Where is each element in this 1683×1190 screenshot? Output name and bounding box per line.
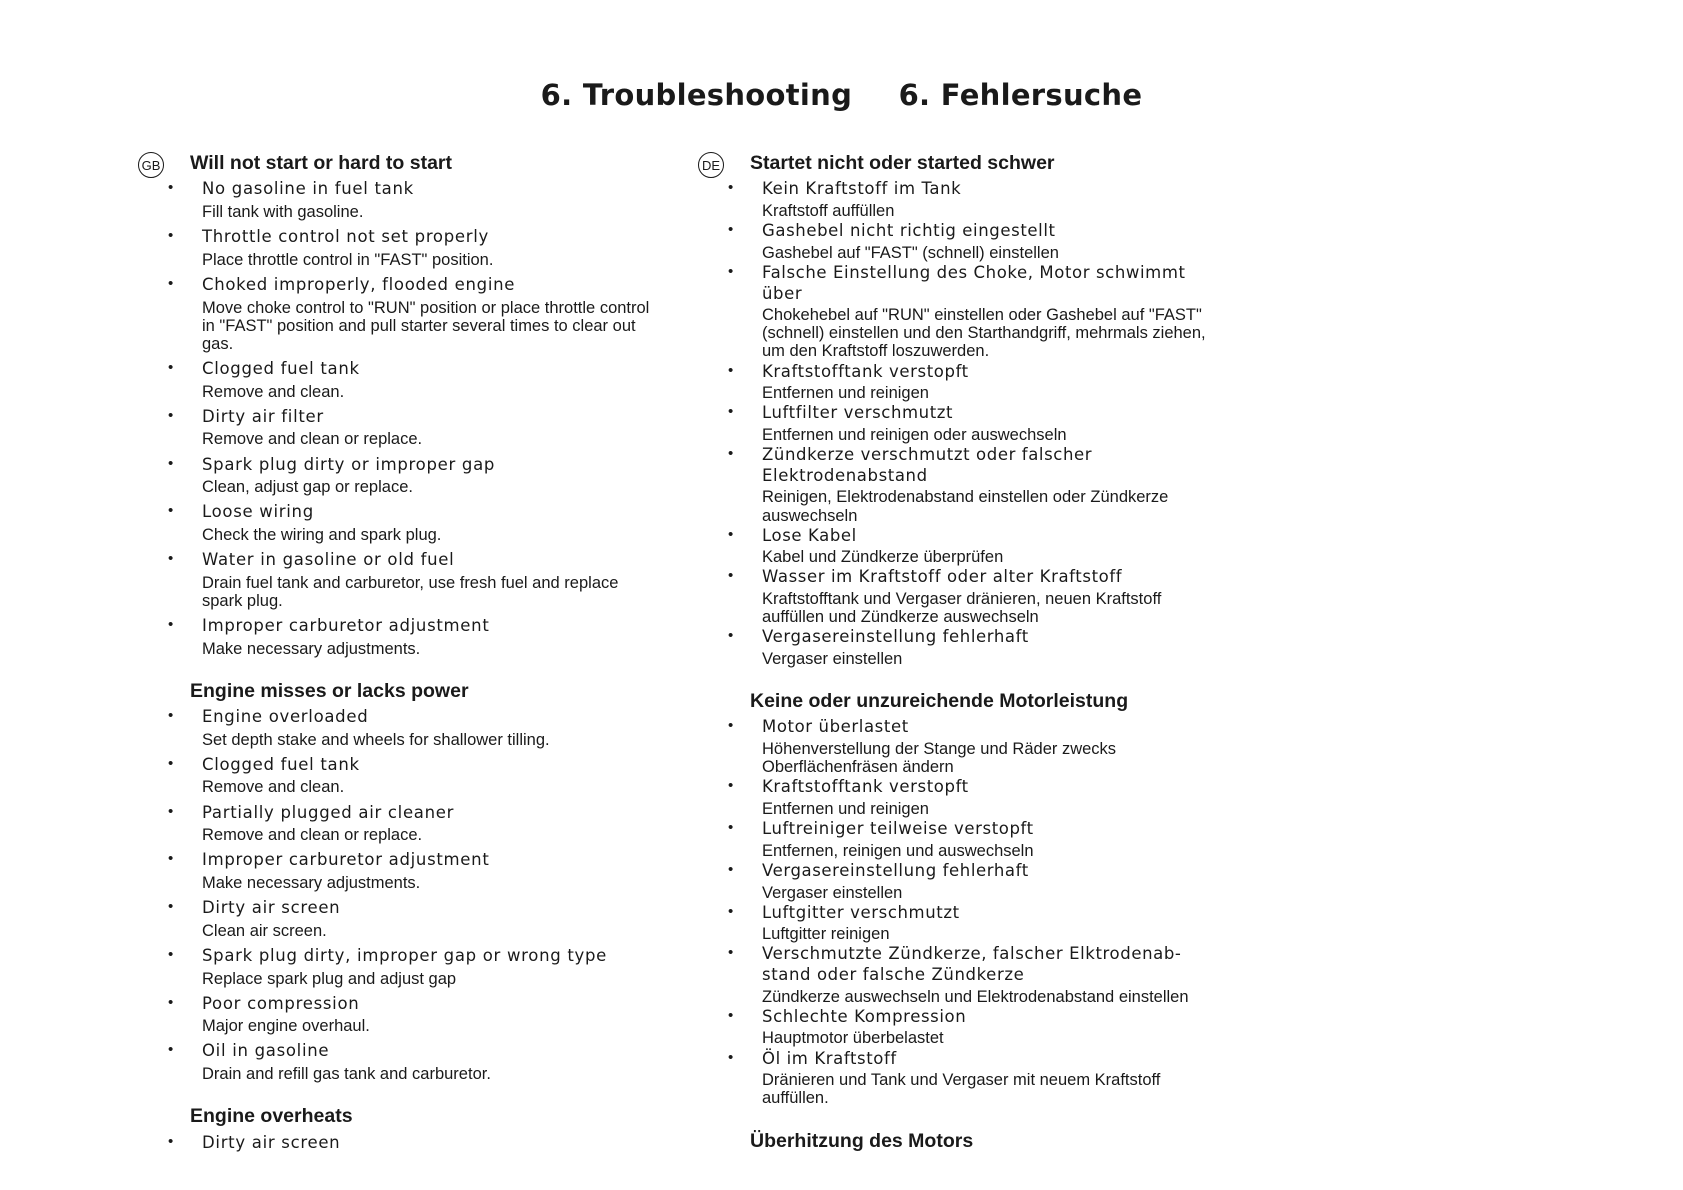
bullet-icon: •	[168, 898, 174, 916]
problem-cause: Choked improperly, flooded engine	[202, 274, 516, 294]
bullet-icon: •	[728, 627, 734, 645]
problem-cause: Vergasereinstellung fehlerhaft	[762, 860, 1029, 880]
problem-cause: Luftgitter verschmutzt	[762, 902, 960, 922]
troubleshooting-item	[728, 262, 1208, 361]
bullet-icon: •	[168, 358, 174, 376]
bullet-icon: •	[728, 221, 734, 239]
problem-remedy: Remove and clean.	[202, 778, 345, 797]
bullet-icon: •	[728, 860, 734, 878]
bullet-icon: •	[728, 1006, 734, 1024]
troubleshooting-item	[728, 525, 1208, 567]
problem-cause: Engine overloaded	[202, 707, 369, 727]
problem-cause: Vergasereinstellung fehlerhaft	[762, 627, 1029, 647]
problem-cause: Dirty air screen	[202, 898, 341, 918]
problem-cause: Kein Kraftstoff im Tank	[762, 179, 962, 199]
problem-cause: Motor überlastet	[762, 717, 909, 737]
troubleshooting-item	[168, 615, 658, 658]
bullet-icon: •	[728, 361, 734, 379]
bullet-icon: •	[728, 717, 734, 735]
bullet-icon: •	[728, 403, 734, 421]
problem-remedy: Hauptmotor überbelastet	[762, 1029, 944, 1048]
gb-section	[138, 680, 658, 1084]
bullet-icon: •	[728, 445, 734, 463]
section-heading: Engine misses or lacks power	[190, 679, 469, 702]
troubleshooting-item	[168, 850, 658, 893]
problem-remedy: Dränieren und Tank und Vergaser mit neuem Kraftstoff auffüllen.	[762, 1071, 1161, 1108]
problem-remedy: Reinigen, Elektrodenabstand einstellen oder Zündkerze auswechseln	[762, 488, 1169, 525]
troubleshooting-item	[168, 898, 658, 940]
problem-remedy: Clean, adjust gap or replace.	[202, 478, 413, 497]
title-english: 6. Troubleshooting	[540, 78, 853, 112]
problem-cause: Clogged fuel tank	[202, 754, 360, 774]
troubleshooting-item	[168, 993, 658, 1036]
gb-language-badge: GB	[138, 152, 164, 178]
problem-remedy: Höhenverstellung der Stange und Räder zwecks Oberflächenfräsen ändern	[762, 740, 1117, 777]
bullet-icon: •	[728, 262, 734, 280]
bullet-icon: •	[728, 819, 734, 837]
problem-cause: Kraftstofftank verstopft	[762, 361, 969, 381]
bullet-icon: •	[168, 993, 174, 1011]
troubleshooting-item	[168, 274, 658, 353]
problem-remedy: Entfernen und reinigen oder auswechseln	[762, 425, 1067, 444]
problem-remedy: Check the wiring and spark plug.	[202, 525, 442, 544]
problem-cause: Lose Kabel	[762, 525, 857, 545]
troubleshooting-item	[728, 944, 1208, 1006]
troubleshooting-item	[728, 860, 1208, 902]
bullet-icon: •	[168, 274, 174, 292]
troubleshooting-item	[728, 819, 1208, 860]
problem-cause: Dirty air screen	[202, 1132, 341, 1152]
problem-remedy: Entfernen und reinigen	[762, 800, 929, 819]
section-heading: Startet nicht oder started schwer	[750, 152, 1055, 174]
problem-remedy: Kraftstoff auffüllen	[762, 202, 895, 221]
problem-remedy: Entfernen und reinigen	[762, 384, 929, 403]
problem-cause: Verschmutzte Zündkerze, falscher Elktrodenab-stand oder falsche Zündkerze	[762, 944, 1182, 985]
problem-remedy: Clean air screen.	[202, 921, 327, 940]
de-section	[698, 1130, 1208, 1153]
section-heading: Engine overheats	[190, 1105, 353, 1128]
english-column	[138, 152, 658, 1159]
problem-remedy: Remove and clean or replace.	[202, 430, 423, 449]
troubleshooting-item	[728, 403, 1208, 444]
troubleshooting-item	[168, 406, 658, 449]
troubleshooting-item	[168, 1132, 658, 1154]
problem-cause: Water in gasoline or old fuel	[202, 550, 455, 570]
bullet-icon: •	[168, 550, 174, 568]
section-heading: Keine oder unzureichende Motorleistung	[750, 690, 1129, 713]
troubleshooting-item	[728, 1006, 1208, 1048]
problem-remedy: Kraftstofftank und Vergaser dränieren, neuen Kraftstoff auffüllen und Zündkerze auswechseln	[762, 590, 1162, 627]
troubleshooting-item	[168, 945, 658, 988]
gb-section	[138, 152, 658, 658]
problem-cause: Luftreiniger teilweise verstopft	[762, 819, 1034, 839]
section-heading: Will not start or hard to start	[190, 152, 453, 174]
troubleshooting-item	[728, 777, 1208, 819]
bullet-icon: •	[168, 454, 174, 472]
problem-remedy: Make necessary adjustments.	[202, 639, 421, 658]
troubleshooting-item	[728, 445, 1208, 525]
problem-remedy: Fill tank with gasoline.	[202, 203, 364, 222]
troubleshooting-item	[728, 1048, 1208, 1108]
troubleshooting-item	[168, 179, 658, 222]
section-heading: Überhitzung des Motors	[750, 1129, 974, 1152]
problem-cause: Oil in gasoline	[202, 1041, 330, 1061]
problem-remedy: Set depth stake and wheels for shallower tilling.	[202, 730, 550, 749]
bullet-icon: •	[728, 179, 734, 197]
bullet-icon: •	[168, 502, 174, 520]
problem-remedy: Gashebel auf "FAST" (schnell) einstellen	[762, 243, 1059, 262]
problem-cause: Öl im Kraftstoff	[762, 1048, 897, 1068]
problem-cause: Wasser im Kraftstoff oder alter Kraftstoff	[762, 567, 1123, 587]
bullet-icon: •	[168, 707, 174, 725]
problem-remedy: Replace spark plug and adjust gap	[202, 969, 457, 988]
problem-remedy: Chokehebel auf "RUN" einstellen oder Gashebel auf "FAST" (schnell) einstellen und den Starthandgriff, mehrmals ziehen, um den Kraftstoff loszuwerden.	[762, 306, 1206, 361]
de-language-badge: DE	[698, 152, 724, 178]
bullet-icon: •	[168, 945, 174, 963]
problem-cause: Kraftstofftank verstopft	[762, 777, 969, 797]
problem-remedy: Remove and clean.	[202, 382, 345, 401]
problem-remedy: Entfernen, reinigen und auswechseln	[762, 841, 1034, 860]
bullet-icon: •	[728, 944, 734, 962]
troubleshooting-item	[168, 802, 658, 845]
bullet-icon: •	[168, 227, 174, 245]
de-section	[698, 152, 1208, 668]
troubleshooting-item	[168, 227, 658, 269]
problem-cause: Zündkerze verschmutzt oder falscher Elektrodenabstand	[762, 445, 1093, 485]
problem-cause: Improper carburetor adjustment	[202, 615, 490, 635]
problem-remedy: Zündkerze auswechseln und Elektrodenabstand einstellen	[762, 987, 1189, 1006]
bullet-icon: •	[728, 902, 734, 920]
problem-remedy: Vergaser einstellen	[762, 883, 903, 902]
troubleshooting-item	[168, 550, 658, 610]
problem-remedy: Luftgitter reinigen	[762, 925, 890, 944]
problem-remedy: Drain fuel tank and carburetor, use fresh fuel and replace spark plug.	[202, 573, 619, 610]
bullet-icon: •	[168, 615, 174, 633]
troubleshooting-item	[168, 502, 658, 544]
problem-remedy: Major engine overhaul.	[202, 1017, 370, 1036]
troubleshooting-item	[168, 358, 658, 401]
problem-remedy: Kabel und Zündkerze überprüfen	[762, 548, 1004, 567]
troubleshooting-item	[728, 567, 1208, 627]
bullet-icon: •	[168, 802, 174, 820]
gb-section	[138, 1105, 658, 1153]
troubleshooting-item	[728, 627, 1208, 668]
troubleshooting-item	[168, 1041, 658, 1084]
problem-remedy: Place throttle control in "FAST" position.	[202, 250, 494, 269]
german-column	[698, 152, 1208, 1157]
bullet-icon: •	[728, 1048, 734, 1066]
problem-cause: Gashebel nicht richtig eingestellt	[762, 221, 1056, 241]
problem-cause: Spark plug dirty or improper gap	[202, 454, 496, 474]
problem-cause: Clogged fuel tank	[202, 358, 360, 378]
troubleshooting-item	[728, 179, 1208, 221]
problem-cause: Schlechte Kompression	[762, 1006, 967, 1026]
problem-cause: Poor compression	[202, 993, 360, 1013]
troubleshooting-item	[168, 754, 658, 797]
problem-remedy: Vergaser einstellen	[762, 649, 903, 668]
troubleshooting-item	[728, 361, 1208, 403]
troubleshooting-item	[728, 221, 1208, 262]
bullet-icon: •	[728, 525, 734, 543]
problem-cause: Throttle control not set properly	[202, 227, 489, 247]
title-german: 6. Fehlersuche	[898, 78, 1143, 112]
bullet-icon: •	[728, 777, 734, 795]
troubleshooting-item	[168, 454, 658, 497]
troubleshooting-item	[728, 717, 1208, 777]
bullet-icon: •	[168, 179, 174, 197]
problem-cause: Luftfilter verschmutzt	[762, 403, 954, 423]
problem-remedy: Remove and clean or replace.	[202, 826, 423, 845]
troubleshooting-item	[728, 902, 1208, 944]
problem-remedy: Move choke control to "RUN" position or place throttle control in "FAST" position and pull starter several times to clear out gas.	[202, 298, 650, 353]
problem-remedy: Drain and refill gas tank and carburetor.	[202, 1065, 491, 1084]
troubleshooting-item	[168, 707, 658, 749]
bullet-icon: •	[168, 1041, 174, 1059]
bullet-icon: •	[168, 850, 174, 868]
de-section	[698, 690, 1208, 1107]
problem-cause: Partially plugged air cleaner	[202, 802, 455, 822]
bullet-icon: •	[168, 754, 174, 772]
problem-cause: Spark plug dirty, improper gap or wrong type	[202, 945, 608, 965]
problem-remedy: Make necessary adjustments.	[202, 874, 421, 893]
problem-cause: Improper carburetor adjustment	[202, 850, 490, 870]
page-title	[0, 78, 1683, 112]
bullet-icon: •	[728, 567, 734, 585]
problem-cause: No gasoline in fuel tank	[202, 179, 414, 199]
bullet-icon: •	[168, 1132, 174, 1150]
problem-cause: Dirty air filter	[202, 406, 324, 426]
bullet-icon: •	[168, 406, 174, 424]
problem-cause: Loose wiring	[202, 502, 314, 522]
problem-cause: Falsche Einstellung des Choke, Motor schwimmt über	[762, 262, 1186, 303]
